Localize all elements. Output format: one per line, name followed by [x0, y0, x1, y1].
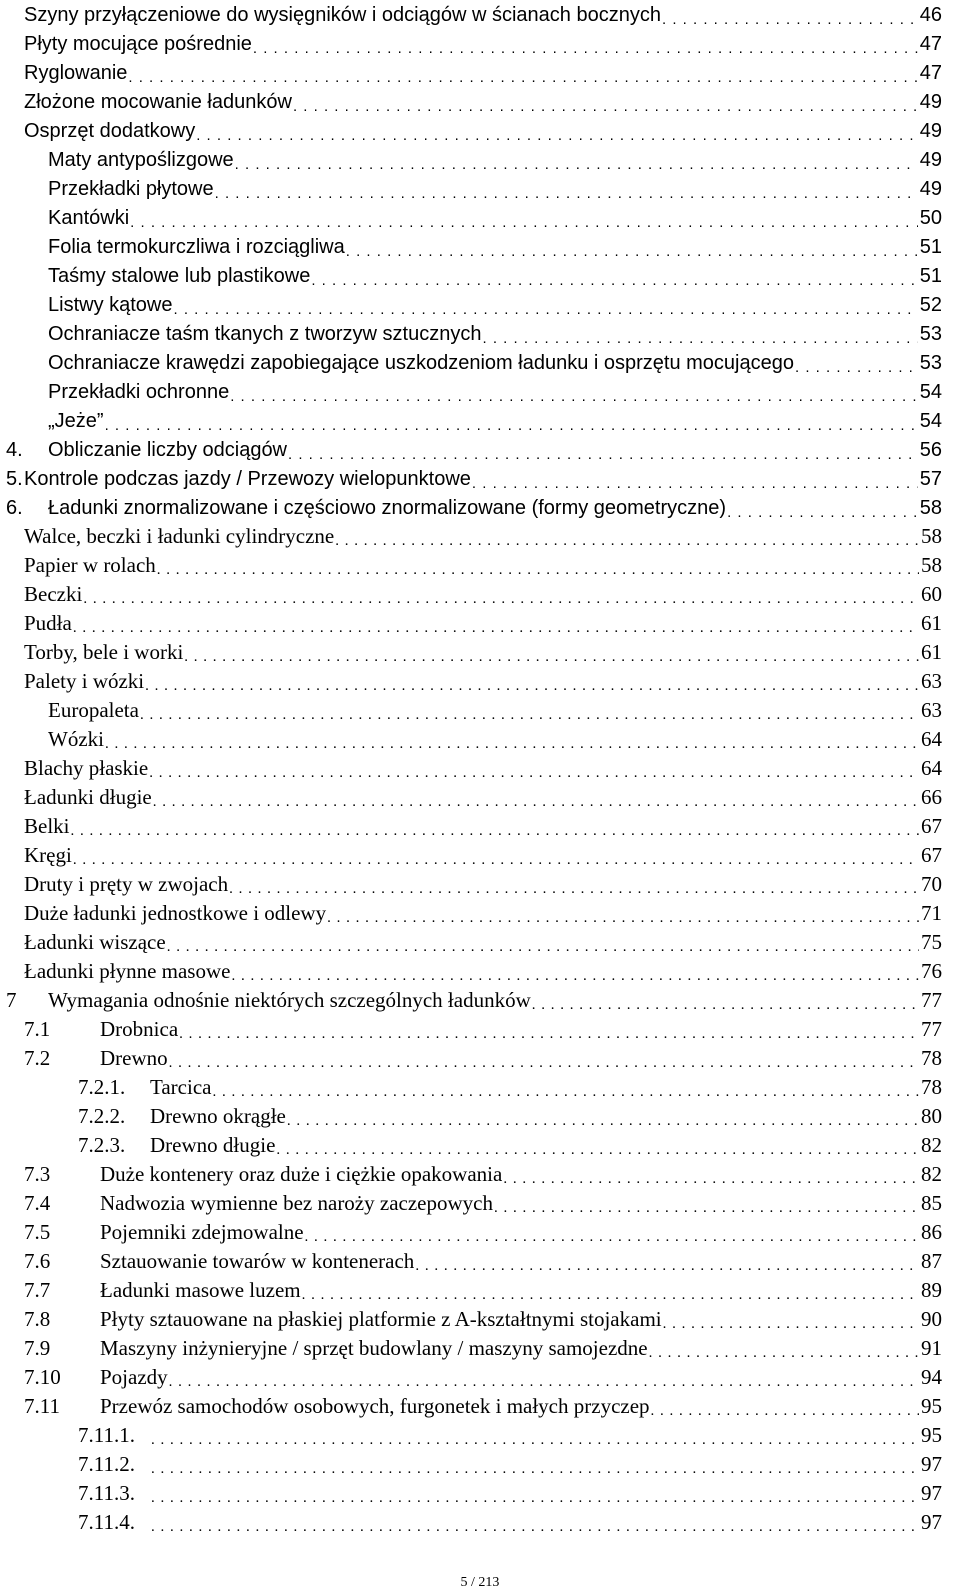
- dot-leader: [727, 505, 918, 520]
- toc-entry-number: 7.2.1.: [78, 1075, 126, 1099]
- toc-entry-page: 60: [921, 582, 942, 606]
- toc-entry[interactable]: [0, 1218, 960, 1247]
- toc-entry-page: 67: [921, 843, 942, 867]
- toc-entry-title: Druty i pręty w zwojach: [24, 872, 229, 896]
- toc-entry[interactable]: [0, 1102, 960, 1131]
- toc-entry[interactable]: [0, 232, 960, 261]
- dot-leader: [151, 1520, 919, 1535]
- toc-entry-title: Pojemniki zdejmowalne: [100, 1220, 304, 1244]
- toc-entry-page: 95: [921, 1423, 942, 1447]
- toc-entry-page: 82: [921, 1162, 942, 1186]
- toc-entry-title: Płyty sztauowane na płaskiej platformie z A-kształtnymi stojakami: [100, 1307, 662, 1331]
- toc-entry-page: 64: [921, 756, 942, 780]
- toc-entry-title: Taśmy stalowe lub plastikowe: [48, 265, 311, 287]
- toc-entry-title: Kontrole podczas jazdy / Przewozy wielopunktowe: [24, 468, 471, 490]
- toc-entry[interactable]: [0, 957, 960, 986]
- toc-entry-page: 58: [921, 524, 942, 548]
- dot-leader: [130, 215, 918, 230]
- toc-entry[interactable]: [0, 754, 960, 783]
- toc-entry[interactable]: [0, 609, 960, 638]
- dot-leader: [212, 1085, 919, 1100]
- dot-leader: [83, 592, 919, 607]
- toc-entry-title: Ochraniacze krawędzi zapobiegające uszkodzeniom ładunku i osprzętu mocującego: [48, 352, 794, 374]
- toc-entry-page: 78: [921, 1075, 942, 1099]
- dot-leader: [73, 621, 919, 636]
- toc-entry-number: 7.11.2.: [78, 1452, 135, 1476]
- toc-entry[interactable]: [0, 261, 960, 290]
- toc-entry-page: 49: [919, 91, 942, 113]
- dot-leader: [149, 766, 919, 781]
- toc-entry-title: Ładunki masowe luzem: [100, 1278, 301, 1302]
- toc-entry-title: Folia termokurczliwa i rozciągliwa: [48, 236, 345, 258]
- toc-entry-title: Ochraniacze taśm tkanych z tworzyw sztucznych: [48, 323, 482, 345]
- toc-entry[interactable]: [0, 1189, 960, 1218]
- toc-entry-title: Pojazdy: [100, 1365, 168, 1389]
- toc-entry-title: Drewno długie: [150, 1133, 276, 1157]
- dot-leader: [649, 1346, 919, 1361]
- dot-leader: [167, 940, 919, 955]
- toc-entry-title: Walce, beczki i ładunki cylindryczne: [24, 524, 335, 548]
- toc-entry-number: 7.2: [24, 1046, 51, 1070]
- toc-entry-title: Kantówki: [48, 207, 130, 229]
- toc-entry-number: 7.3: [24, 1162, 51, 1186]
- dot-leader: [157, 563, 919, 578]
- dot-leader: [795, 360, 918, 375]
- dot-leader: [179, 1027, 919, 1042]
- dot-leader: [494, 1201, 919, 1216]
- toc-entry[interactable]: [0, 493, 960, 522]
- toc-entry[interactable]: [0, 1363, 960, 1392]
- toc-entry-title: Drewno: [100, 1046, 168, 1070]
- toc-entry-title: Przekładki ochronne: [48, 381, 230, 403]
- toc-entry-page: 47: [919, 62, 942, 84]
- toc-entry-page: 47: [919, 33, 942, 55]
- dot-leader: [305, 1230, 919, 1245]
- toc-entry[interactable]: [0, 203, 960, 232]
- toc-entry-page: 57: [919, 468, 942, 490]
- toc-entry-page: 77: [921, 1017, 942, 1041]
- dot-leader: [230, 389, 918, 404]
- dot-leader: [105, 737, 919, 752]
- toc-entry-title: Drobnica: [100, 1017, 179, 1041]
- toc-entry-title: Listwy kątowe: [48, 294, 173, 316]
- dot-leader: [215, 186, 918, 201]
- toc-entry-title: Ładunki długie: [24, 785, 152, 809]
- toc-entry-title: Europaleta: [48, 698, 139, 722]
- toc-entry-page: 75: [921, 930, 942, 954]
- toc-entry-page: 80: [921, 1104, 942, 1128]
- toc-entry-page: 51: [919, 236, 942, 258]
- toc-entry[interactable]: [0, 812, 960, 841]
- toc-entry[interactable]: [0, 87, 960, 116]
- toc-entry-page: 49: [919, 178, 942, 200]
- toc-entry-page: 53: [919, 323, 942, 345]
- dot-leader: [482, 331, 917, 346]
- dot-leader: [169, 1375, 919, 1390]
- toc-entry[interactable]: [0, 667, 960, 696]
- dot-leader: [151, 1433, 919, 1448]
- toc-entry-number: 7.6: [24, 1249, 51, 1273]
- dot-leader: [327, 911, 919, 926]
- toc-entry-number: 7.11: [24, 1394, 60, 1418]
- dot-leader: [335, 534, 919, 549]
- dot-leader: [151, 1462, 919, 1477]
- toc-entry-page: 63: [921, 698, 942, 722]
- toc-entry-page: 89: [921, 1278, 942, 1302]
- dot-leader: [302, 1288, 919, 1303]
- dot-leader: [184, 650, 919, 665]
- toc-entry-page: 97: [921, 1510, 942, 1534]
- toc-entry-page: 86: [921, 1220, 942, 1244]
- toc-entry-title: Tarcica: [150, 1075, 212, 1099]
- toc-entry-title: Przewóz samochodów osobowych, furgonetek i małych przyczep: [100, 1394, 650, 1418]
- dot-leader: [169, 1056, 919, 1071]
- toc-entry[interactable]: [0, 1131, 960, 1160]
- toc-entry-number: 7.11.1.: [78, 1423, 135, 1447]
- toc-entry-page: 50: [919, 207, 942, 229]
- toc-entry-title: Papier w rolach: [24, 553, 156, 577]
- toc-entry-title: Pudła: [24, 611, 72, 635]
- toc-entry-title: Wózki: [48, 727, 104, 751]
- toc-entry-page: 70: [921, 872, 942, 896]
- dot-leader: [145, 679, 919, 694]
- toc-entry-title: Ładunki płynne masowe: [24, 959, 231, 983]
- toc-entry-number: 7.4: [24, 1191, 51, 1215]
- toc-entry-page: 87: [921, 1249, 942, 1273]
- dot-leader: [73, 853, 919, 868]
- toc-entry-title: Torby, bele i worki: [24, 640, 184, 664]
- toc-entry-title: Duże ładunki jednostkowe i odlewy: [24, 901, 327, 925]
- toc-entry-title: Obliczanie liczby odciągów: [48, 439, 288, 461]
- toc-entry-title: Beczki: [24, 582, 83, 606]
- toc-entry-number: 7.2.2.: [78, 1104, 126, 1128]
- toc-entry-page: 95: [921, 1394, 942, 1418]
- toc-entry-title: Drewno okrągłe: [150, 1104, 286, 1128]
- toc-entry[interactable]: [0, 319, 960, 348]
- dot-leader: [651, 1404, 919, 1419]
- toc-entry[interactable]: [0, 1044, 960, 1073]
- toc-entry[interactable]: [0, 58, 960, 87]
- dot-leader: [229, 882, 919, 897]
- toc-entry-number: 7.8: [24, 1307, 51, 1331]
- toc-entry-page: 64: [921, 727, 942, 751]
- toc-entry-number: 5.: [6, 468, 23, 490]
- toc-entry[interactable]: [0, 0, 960, 29]
- toc-entry-page: 77: [921, 988, 942, 1012]
- toc-entry-number: 7.5: [24, 1220, 51, 1244]
- toc-entry-title: Wymagania odnośnie niektórych szczególnych ładunków: [48, 988, 531, 1012]
- toc-entry-title: Przekładki płytowe: [48, 178, 214, 200]
- toc-entry[interactable]: [0, 1160, 960, 1189]
- dot-leader: [151, 1491, 919, 1506]
- toc-entry-page: 97: [921, 1481, 942, 1505]
- dot-leader: [662, 12, 918, 27]
- toc-entry-page: 78: [921, 1046, 942, 1070]
- toc-entry-title: Ładunki znormalizowane i częściowo znormalizowane (formy geometryczne): [48, 497, 727, 519]
- toc-entry-page: 54: [919, 381, 942, 403]
- toc-entry-page: 94: [921, 1365, 942, 1389]
- dot-leader: [276, 1143, 919, 1158]
- dot-leader: [153, 795, 919, 810]
- toc-entry-page: 53: [919, 352, 942, 374]
- toc-entry-title: Płyty mocujące pośrednie: [24, 33, 252, 55]
- toc-entry[interactable]: [0, 348, 960, 377]
- toc-entry[interactable]: [0, 783, 960, 812]
- dot-leader: [415, 1259, 919, 1274]
- toc-entry[interactable]: [0, 174, 960, 203]
- toc-entry[interactable]: [0, 580, 960, 609]
- toc-entry[interactable]: [0, 377, 960, 406]
- toc-entry[interactable]: [0, 1334, 960, 1363]
- toc-entry-title: „Jeże”: [48, 410, 104, 432]
- toc-entry-number: 6.: [6, 497, 23, 519]
- toc-entry-number: 7: [6, 988, 17, 1012]
- toc-entry-title: Szyny przyłączeniowe do wysięgników i odciągów w ścianach bocznych: [24, 4, 661, 26]
- toc-entry-number: 7.10: [24, 1365, 61, 1389]
- toc-entry-page: 51: [919, 265, 942, 287]
- toc-entry-page: 85: [921, 1191, 942, 1215]
- toc-entry[interactable]: [0, 899, 960, 928]
- toc-entry[interactable]: [0, 1450, 960, 1479]
- dot-leader: [472, 476, 918, 491]
- toc-entry[interactable]: [0, 29, 960, 58]
- dot-leader: [174, 302, 918, 317]
- page-number: 5 / 213: [460, 1575, 500, 1590]
- toc-entry-number: 4.: [6, 439, 23, 461]
- toc-entry[interactable]: [0, 145, 960, 174]
- toc-entry-page: 67: [921, 814, 942, 838]
- dot-leader: [105, 418, 918, 433]
- toc-entry-page: 52: [919, 294, 942, 316]
- dot-leader: [71, 824, 920, 839]
- toc-entry-title: Blachy płaskie: [24, 756, 149, 780]
- toc-entry-title: Belki: [24, 814, 70, 838]
- toc-entry-page: 97: [921, 1452, 942, 1476]
- toc-entry-page: 91: [921, 1336, 942, 1360]
- toc-entry[interactable]: [0, 290, 960, 319]
- dot-leader: [140, 708, 919, 723]
- toc-entry-page: 58: [921, 553, 942, 577]
- dot-leader: [663, 1317, 919, 1332]
- toc-entry-number: 7.2.3.: [78, 1133, 126, 1157]
- dot-leader: [253, 41, 918, 56]
- toc-entry[interactable]: [0, 1073, 960, 1102]
- toc-entry[interactable]: [0, 1392, 960, 1421]
- toc-entry-title: Maty antypoślizgowe: [48, 149, 234, 171]
- dot-leader: [311, 273, 917, 288]
- toc-entry-title: Sztauowanie towarów w kontenerach: [100, 1249, 415, 1273]
- toc-entry-title: Maszyny inżynieryjne / sprzęt budowlany / maszyny samojezdne: [100, 1336, 648, 1360]
- toc-entry-title: Ryglowanie: [24, 62, 128, 84]
- toc-entry-title: Palety i wózki: [24, 669, 145, 693]
- toc-entry-page: 63: [921, 669, 942, 693]
- toc-entry-page: 49: [919, 120, 942, 142]
- toc-entry[interactable]: [0, 928, 960, 957]
- toc-entry[interactable]: [0, 1247, 960, 1276]
- toc-entry-number: 7.9: [24, 1336, 51, 1360]
- toc-entry[interactable]: [0, 696, 960, 725]
- toc-entry-page: 90: [921, 1307, 942, 1331]
- dot-leader: [128, 70, 917, 85]
- toc-entry-page: 49: [919, 149, 942, 171]
- toc-entry-number: 7.11.4.: [78, 1510, 135, 1534]
- dot-leader: [231, 969, 919, 984]
- toc-entry[interactable]: [0, 1276, 960, 1305]
- dot-leader: [532, 998, 919, 1013]
- dot-leader: [196, 128, 918, 143]
- toc-entry[interactable]: [0, 1421, 960, 1450]
- toc-entry[interactable]: [0, 522, 960, 551]
- toc-entry-page: 71: [921, 901, 942, 925]
- toc-entry-title: Ładunki wiszące: [24, 930, 166, 954]
- toc-entry[interactable]: [0, 1508, 960, 1537]
- toc-entry-page: 66: [921, 785, 942, 809]
- toc-entry[interactable]: [0, 841, 960, 870]
- toc-entry-title: Osprzęt dodatkowy: [24, 120, 196, 142]
- toc-entry[interactable]: [0, 870, 960, 899]
- dot-leader: [287, 1114, 919, 1129]
- toc-entry-title: Nadwozia wymienne bez naroży zaczepowych: [100, 1191, 493, 1215]
- toc-entry-page: 76: [921, 959, 942, 983]
- dot-leader: [346, 244, 918, 259]
- toc-entry-page: 61: [921, 640, 942, 664]
- dot-leader: [503, 1172, 919, 1187]
- toc-entry[interactable]: [0, 1305, 960, 1334]
- toc-entry-page: 56: [919, 439, 942, 461]
- toc-entry-title: Kręgi: [24, 843, 72, 867]
- toc-entry-page: 61: [921, 611, 942, 635]
- toc-entry[interactable]: [0, 406, 960, 435]
- toc-entry[interactable]: [0, 551, 960, 580]
- toc-entry[interactable]: [0, 638, 960, 667]
- toc-entry-title: Złożone mocowanie ładunków: [24, 91, 292, 113]
- toc-entry-number: 7.7: [24, 1278, 51, 1302]
- dot-leader: [293, 99, 918, 114]
- dot-leader: [235, 157, 918, 172]
- toc-entry-number: 7.11.3.: [78, 1481, 135, 1505]
- toc-entry[interactable]: [0, 1479, 960, 1508]
- toc-entry[interactable]: [0, 1015, 960, 1044]
- toc-entry-page: 46: [919, 4, 942, 26]
- toc-entry[interactable]: [0, 464, 960, 493]
- toc-entry-page: 82: [921, 1133, 942, 1157]
- toc-entry[interactable]: [0, 725, 960, 754]
- toc-entry[interactable]: [0, 116, 960, 145]
- toc-entry[interactable]: [0, 986, 960, 1015]
- toc-entry-page: 58: [919, 497, 942, 519]
- toc-entry[interactable]: [0, 435, 960, 464]
- toc-entry-number: 7.1: [24, 1017, 51, 1041]
- dot-leader: [288, 447, 918, 462]
- toc-entry-page: 54: [919, 410, 942, 432]
- toc-entry-title: Duże kontenery oraz duże i ciężkie opakowania: [100, 1162, 503, 1186]
